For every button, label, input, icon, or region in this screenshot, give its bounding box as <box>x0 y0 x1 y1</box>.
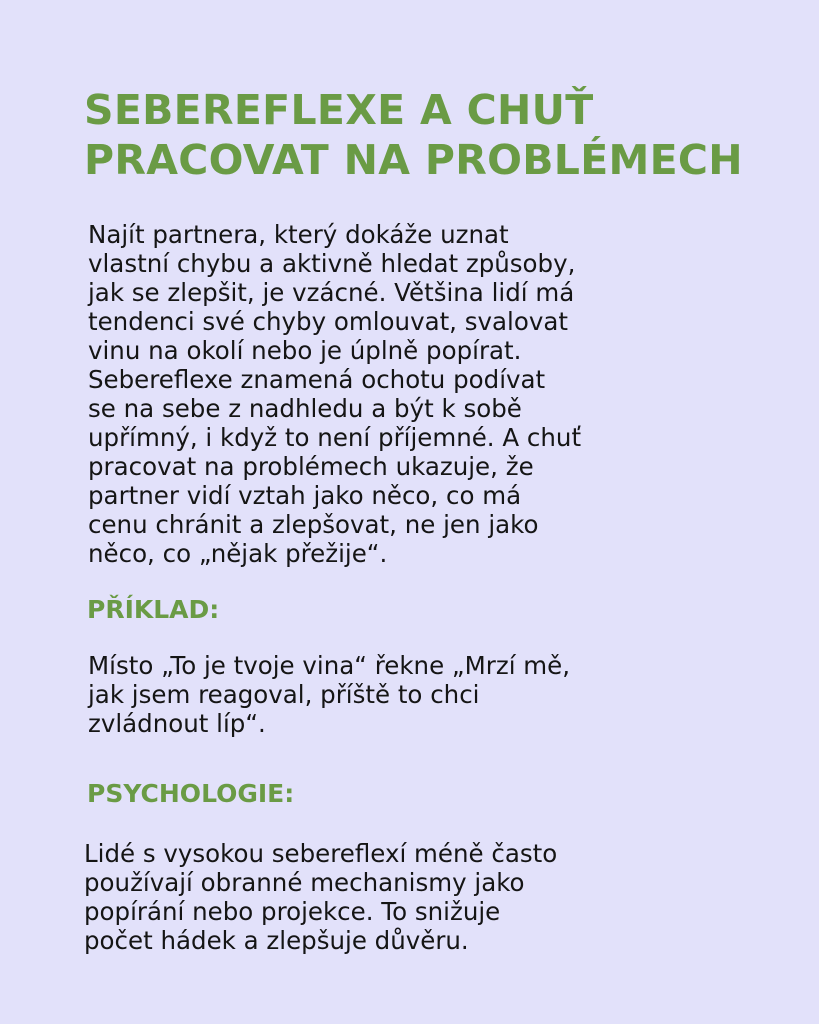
text-line: pracovat na problémech ukazuje, že <box>88 452 534 481</box>
text-line: Sebereflexe znamená ochotu podívat <box>88 365 546 394</box>
text-line: upřímný, i když to není příjemné. A chuť <box>88 423 582 452</box>
text-line: jak jsem reagoval, příště to chci <box>88 680 480 709</box>
text-line: počet hádek a zlepšuje důvěru. <box>84 926 469 955</box>
example-paragraph <box>88 651 570 738</box>
text-line: jak se zlepšit, je vzácné. Většina lidí má <box>88 278 575 307</box>
text-line: zvládnout líp“. <box>88 709 266 738</box>
text-line: se na sebe z nadhledu a být k sobě <box>88 394 522 423</box>
page-title <box>84 85 743 185</box>
intro-paragraph <box>88 220 581 568</box>
text-line: něco, co „nějak přežije“. <box>88 539 388 568</box>
text-line: popírání nebo projekce. To snižuje <box>84 897 501 926</box>
psychology-paragraph <box>84 839 557 955</box>
text-line: Místo „To je tvoje vina“ řekne „Mrzí mě, <box>88 651 571 680</box>
text-line: tendenci své chyby omlouvat, svalovat <box>88 307 568 336</box>
psychology-heading: PSYCHOLOGIE: <box>87 779 295 808</box>
text-line: Lidé s vysokou sebereflexí méně často <box>84 839 558 868</box>
example-heading: PŘÍKLAD: <box>87 595 220 624</box>
text-line: partner vidí vztah jako něco, co má <box>88 481 522 510</box>
text-line: používají obranné mechanismy jako <box>84 868 525 897</box>
text-line: vinu na okolí nebo je úplně popírat. <box>88 336 522 365</box>
text-line: vlastní chybu a aktivně hledat způsoby, <box>88 249 576 278</box>
text-line: Najít partnera, který dokáže uznat <box>88 220 509 249</box>
text-line: cenu chránit a zlepšovat, ne jen jako <box>88 510 539 539</box>
title-line: PRACOVAT NA PROBLÉMECH <box>84 136 743 184</box>
title-line: SEBEREFLEXE A CHUŤ <box>84 86 594 134</box>
